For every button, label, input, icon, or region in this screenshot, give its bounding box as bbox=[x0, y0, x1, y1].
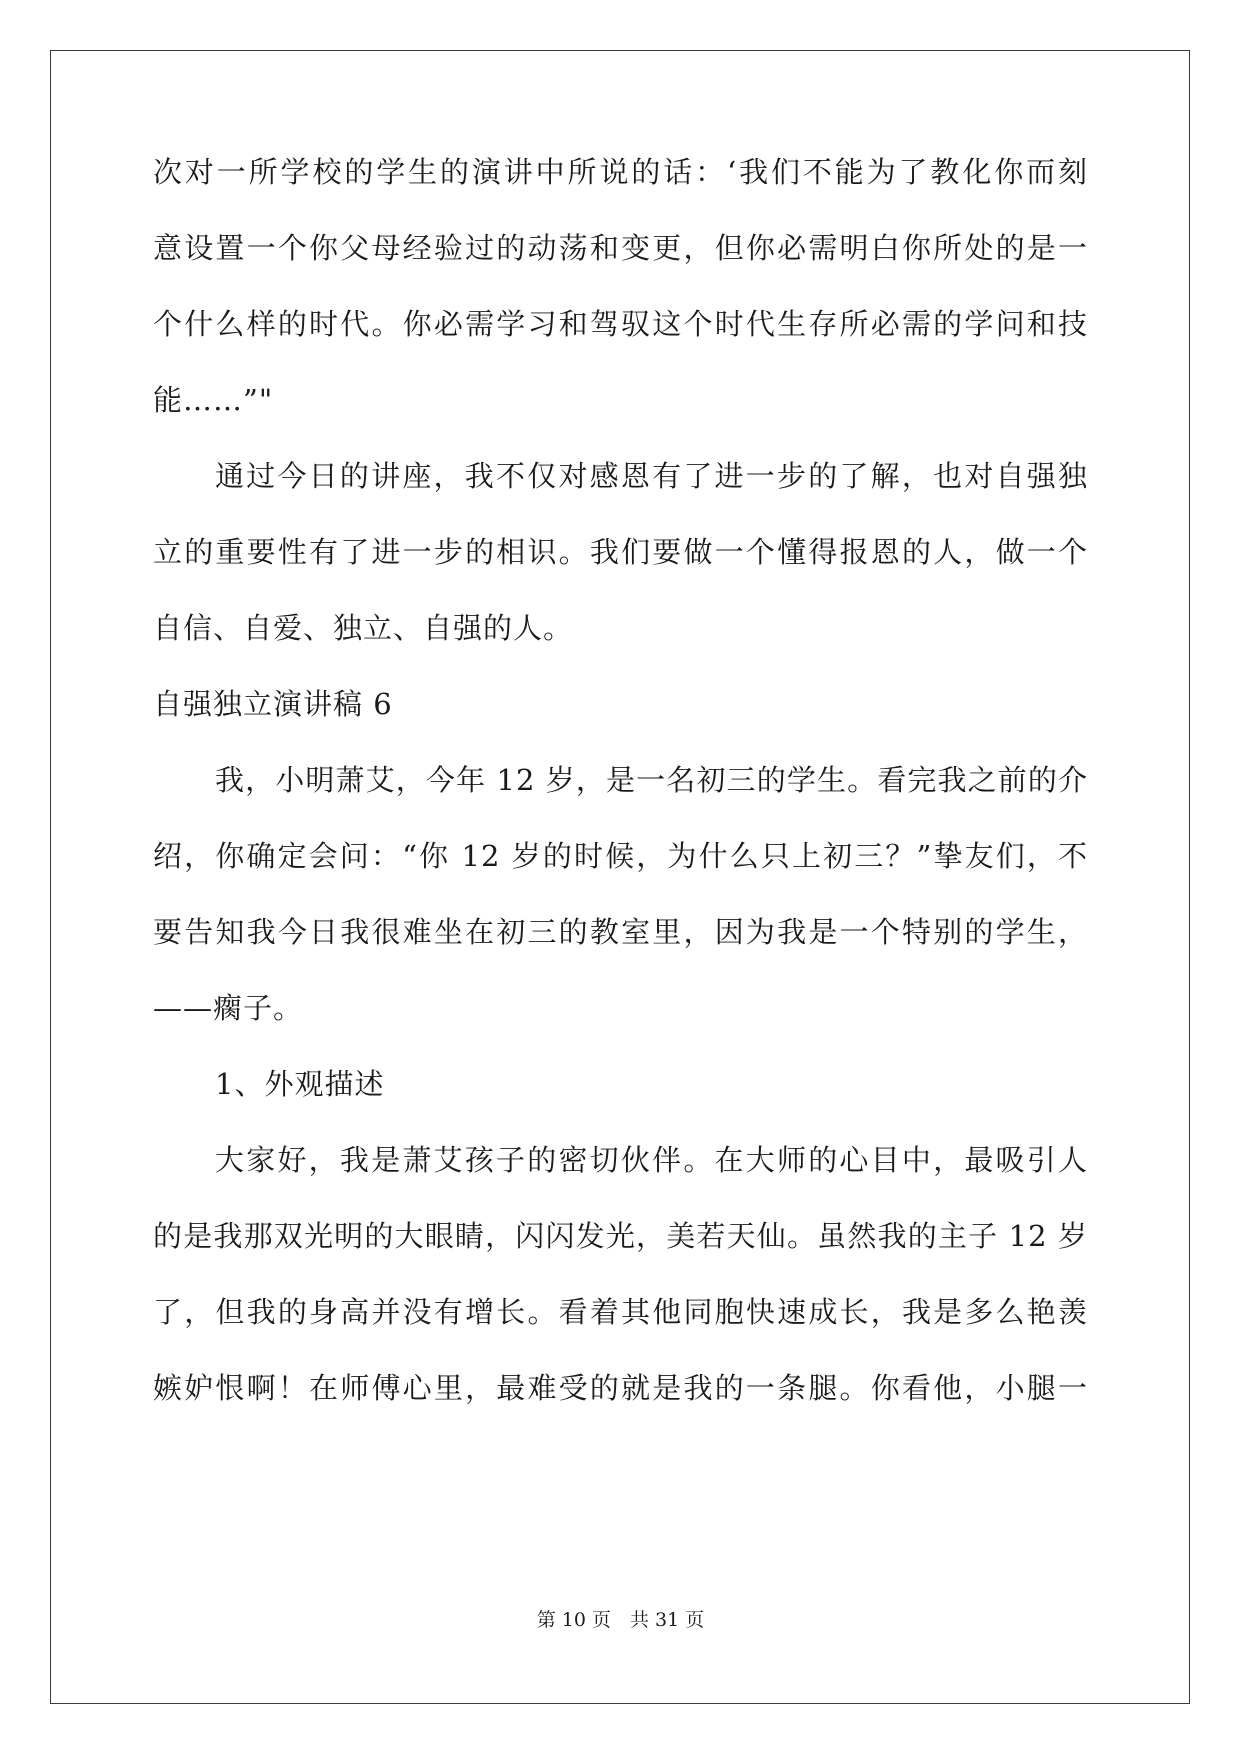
paragraph-line: 大家好，我是萧艾孩子的密切伙伴。在大师的心目中，最吸引人 bbox=[215, 1143, 1088, 1177]
paragraph-line: 次对一所学校的学生的演讲中所说的话：‘我们不能为了教化你而刻 bbox=[153, 155, 1088, 189]
page-footer: 第 10 页 共 31 页 bbox=[536, 1609, 705, 1631]
paragraph-line: 我，小明萧艾，今年 12 岁，是一名初三的学生。看完我之前的介 bbox=[215, 763, 1088, 797]
paragraph-line: 了，但我的身高并没有增长。看着其他同胞快速成长，我是多么艳羡 bbox=[153, 1295, 1088, 1329]
paragraph-line: 通过今日的讲座，我不仅对感恩有了进一步的了解，也对自强独 bbox=[215, 459, 1088, 493]
paragraph-line: 绍，你确定会问：“你 12 岁的时候，为什么只上初三？”挚友们，不 bbox=[153, 839, 1088, 873]
paragraph-line: 自信、自爱、独立、自强的人。 bbox=[153, 611, 574, 645]
paragraph-line: 要告知我今日我很难坐在初三的教室里，因为我是一个特别的学生， bbox=[153, 915, 1088, 949]
paragraph-line: 立的重要性有了进一步的相识。我们要做一个懂得报恩的人，做一个 bbox=[153, 535, 1088, 569]
paragraph-line: 个什么样的时代。你必需学习和驾驭这个时代生存所必需的学问和技 bbox=[153, 307, 1088, 341]
paragraph-line: 的是我那双光明的大眼睛，闪闪发光，美若天仙。虽然我的主子 12 岁 bbox=[153, 1219, 1088, 1253]
paragraph-line: 意设置一个你父母经验过的动荡和变更，但你必需明白你所处的是一 bbox=[153, 231, 1088, 265]
page-border bbox=[50, 50, 1190, 1704]
section-heading: 自强独立演讲稿 6 bbox=[153, 687, 393, 721]
paragraph-line: 能……”" bbox=[153, 383, 274, 417]
paragraph-line: 嫉妒恨啊！在师傅心里，最难受的就是我的一条腿。你看他，小腿一 bbox=[153, 1371, 1088, 1405]
subsection-heading: 1、外观描述 bbox=[215, 1067, 385, 1101]
paragraph-line: ——瘸子。 bbox=[153, 991, 304, 1025]
